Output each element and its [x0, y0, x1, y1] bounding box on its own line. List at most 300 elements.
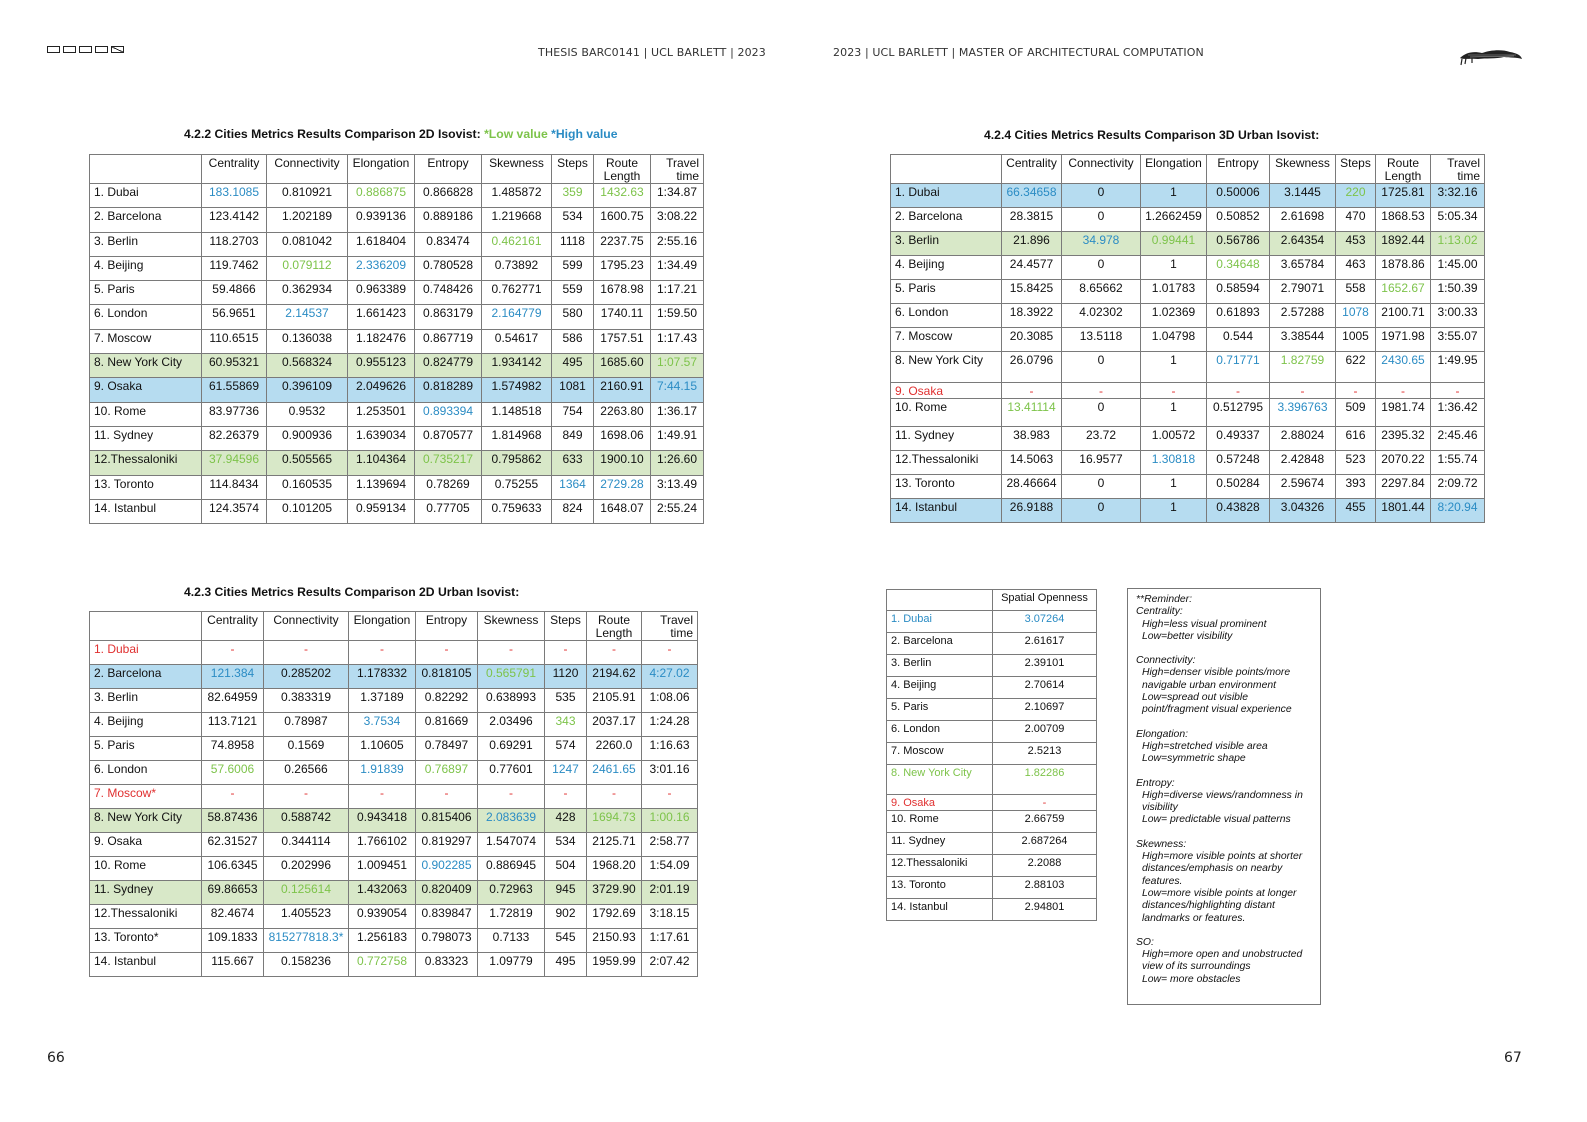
- column-header: Connectivity: [267, 155, 348, 184]
- metric-value-cell: 61.55869: [202, 378, 267, 402]
- metric-value-cell: 754: [552, 402, 594, 426]
- city-name-cell: 2. Barcelona: [887, 633, 993, 655]
- metric-value-cell: 1: [1141, 256, 1207, 280]
- table-header-row: [90, 155, 704, 184]
- metric-value-cell: 118.2703: [202, 232, 267, 256]
- metric-value-cell: 2:01.19: [642, 881, 698, 905]
- metric-value-cell: 2.59674: [1270, 475, 1336, 499]
- table-row: [90, 475, 704, 499]
- metric-value-cell: 359: [552, 184, 594, 208]
- metric-value-cell: 0.81669: [416, 713, 478, 737]
- city-name-cell: 5. Paris: [90, 737, 202, 761]
- city-name-cell: 12.Thessaloniki: [90, 905, 202, 929]
- metric-value-cell: 2.049626: [348, 378, 415, 402]
- metric-value-cell: -: [202, 641, 264, 665]
- metric-value-cell: 1678.98: [594, 281, 651, 305]
- metric-value-cell: 0.76897: [416, 761, 478, 785]
- city-name-cell: 11. Sydney: [90, 881, 202, 905]
- metric-value-cell: 849: [552, 426, 594, 450]
- city-name-cell: 6. London: [90, 761, 202, 785]
- metric-value-cell: 1:49.91: [651, 426, 704, 450]
- metric-value-cell: -: [264, 785, 349, 809]
- metric-value-cell: 4:27.02: [642, 665, 698, 689]
- metric-value-cell: 1.253501: [348, 402, 415, 426]
- metric-value-cell: 1: [1141, 352, 1207, 383]
- metric-value-cell: 0.886875: [348, 184, 415, 208]
- metric-value-cell: 1078: [1336, 304, 1376, 328]
- metric-value-cell: 0.795862: [482, 451, 552, 475]
- metric-value-cell: 1.766102: [349, 833, 416, 857]
- metric-value-cell: 1694.73: [587, 809, 642, 833]
- metric-value-cell: 586: [552, 329, 594, 353]
- table-row: [891, 475, 1485, 499]
- square-icon: [47, 46, 60, 53]
- table-header-row: [891, 155, 1485, 184]
- metric-value-cell: 2.61698: [1270, 208, 1336, 232]
- metric-value-cell: 0: [1062, 184, 1141, 208]
- metric-value-cell: 2729.28: [594, 475, 651, 499]
- metric-value-cell: 0.818289: [415, 378, 482, 402]
- metric-value-cell: 3.65784: [1270, 256, 1336, 280]
- city-name-cell: 4. Beijing: [891, 256, 1002, 280]
- metric-value-cell: 1: [1141, 475, 1207, 499]
- metric-value-cell: 2037.17: [587, 713, 642, 737]
- table-2d-urban-isovist: [89, 611, 698, 977]
- title-text: 4.2.2 Cities Metrics Results Comparison 2D Isovist:: [184, 127, 481, 141]
- metric-value-cell: 1:59.50: [651, 305, 704, 329]
- metric-value-cell: 1.00572: [1141, 427, 1207, 451]
- metric-value-cell: 2150.93: [587, 929, 642, 953]
- metric-value-cell: 2125.71: [587, 833, 642, 857]
- metric-value-cell: 0.900936: [267, 426, 348, 450]
- reminder-heading: Entropy:: [1136, 777, 1175, 789]
- metric-value-cell: 0: [1062, 475, 1141, 499]
- metric-value-cell: 1685.60: [594, 354, 651, 378]
- column-header: Elongation: [1141, 155, 1207, 184]
- table-2d-isovist: [89, 154, 704, 524]
- metric-value-cell: 1725.81: [1376, 184, 1431, 208]
- metric-value-cell: 0.568324: [267, 354, 348, 378]
- reminder-line: High=less visual prominent: [1142, 618, 1267, 630]
- metric-value-cell: 428: [545, 809, 587, 833]
- reminder-block: [1136, 839, 1314, 925]
- metric-value-cell: 0.955123: [348, 354, 415, 378]
- metric-value-cell: 0.82292: [416, 689, 478, 713]
- city-name-cell: 11. Sydney: [891, 427, 1002, 451]
- metric-value-cell: 0.824779: [415, 354, 482, 378]
- table-row: [887, 899, 1097, 921]
- city-name-cell: 8. New York City: [90, 809, 202, 833]
- column-header: Steps: [552, 155, 594, 184]
- table-row: [887, 721, 1097, 743]
- metric-value-cell: 0.83474: [415, 232, 482, 256]
- metric-value-cell: 1:08.06: [642, 689, 698, 713]
- reminder-line: Low=symmetric shape: [1142, 753, 1246, 765]
- metric-value-cell: 0.54617: [482, 329, 552, 353]
- metric-value-cell: 0.963389: [348, 281, 415, 305]
- metric-value-cell: 2:58.77: [642, 833, 698, 857]
- column-header: Elongation: [348, 155, 415, 184]
- column-header: [90, 155, 202, 184]
- reminder-block: [1136, 729, 1314, 766]
- metric-value-cell: 3.1445: [1270, 184, 1336, 208]
- metric-value-cell: 1.618404: [348, 232, 415, 256]
- metric-value-cell: 2.687264: [993, 833, 1097, 855]
- metric-value-cell: 0.125614: [264, 881, 349, 905]
- metric-value-cell: 3.396763: [1270, 399, 1336, 427]
- header-left-text: THESIS BARC0141 | UCL BARLETT | 2023: [538, 46, 766, 59]
- metric-value-cell: 0.818105: [416, 665, 478, 689]
- metric-value-cell: -: [1141, 383, 1207, 399]
- metric-value-cell: 0.638993: [478, 689, 545, 713]
- city-name-cell: 13. Toronto*: [90, 929, 202, 953]
- metric-value-cell: -: [349, 785, 416, 809]
- metric-value-cell: 1698.06: [594, 426, 651, 450]
- metric-value-cell: 8.65662: [1062, 280, 1141, 304]
- metric-value-cell: 0.772758: [349, 953, 416, 977]
- metric-value-cell: 495: [545, 953, 587, 977]
- metric-value-cell: -: [642, 785, 698, 809]
- metric-value-cell: 1:17.61: [642, 929, 698, 953]
- city-name-cell: 5. Paris: [90, 281, 202, 305]
- metric-value-cell: 1981.74: [1376, 399, 1431, 427]
- metric-value-cell: 1892.44: [1376, 232, 1431, 256]
- city-name-cell: 6. London: [90, 305, 202, 329]
- reminder-heading: Connectivity:: [1136, 655, 1196, 667]
- metric-value-cell: 1.219668: [482, 208, 552, 232]
- reminder-line: Low= predictable visual patterns: [1142, 814, 1291, 826]
- column-header: Centrality: [202, 155, 267, 184]
- metric-value-cell: 0.58594: [1207, 280, 1270, 304]
- metric-value-cell: 2.79071: [1270, 280, 1336, 304]
- column-header: Route Length: [594, 155, 651, 184]
- metric-value-cell: 3.07264: [993, 611, 1097, 633]
- metric-value-cell: 1.72819: [478, 905, 545, 929]
- table-row: [891, 399, 1485, 427]
- metric-value-cell: 0.462161: [482, 232, 552, 256]
- metric-value-cell: 1.547074: [478, 833, 545, 857]
- metric-value-cell: 0.43828: [1207, 499, 1270, 523]
- square-icon: [79, 46, 92, 53]
- high-value-legend: *High value: [551, 127, 618, 141]
- city-name-cell: 7. Moscow: [887, 743, 993, 765]
- metric-value-cell: 1.574982: [482, 378, 552, 402]
- reminder-line: High=more visible points at shorter distances/emphasis on nearby features.: [1142, 851, 1303, 887]
- table-row: [90, 426, 704, 450]
- metric-value-cell: 0.78497: [416, 737, 478, 761]
- metric-value-cell: 13.41114: [1002, 399, 1062, 427]
- metric-value-cell: 1900.10: [594, 451, 651, 475]
- city-name-cell: 4. Beijing: [90, 713, 202, 737]
- metric-value-cell: 1.182476: [348, 329, 415, 353]
- metric-value-cell: 1:17.43: [651, 329, 704, 353]
- metric-value-cell: 3.38544: [1270, 328, 1336, 352]
- metric-value-cell: 1.02369: [1141, 304, 1207, 328]
- metric-value-cell: 0: [1062, 399, 1141, 427]
- square-icon: [95, 46, 108, 53]
- metric-value-cell: 26.9188: [1002, 499, 1062, 523]
- metric-value-cell: 3:32.16: [1431, 184, 1485, 208]
- metric-value-cell: 0.819297: [416, 833, 478, 857]
- metric-value-cell: 0.50284: [1207, 475, 1270, 499]
- reminder-line: High=denser visible points/more navigable urban environment: [1142, 667, 1291, 691]
- table-row: [887, 795, 1097, 811]
- reminder-block: [1136, 778, 1314, 827]
- metric-value-cell: 1.934142: [482, 354, 552, 378]
- metric-value-cell: 1: [1141, 399, 1207, 427]
- metric-value-cell: 2.57288: [1270, 304, 1336, 328]
- metric-value-cell: 2.5213: [993, 743, 1097, 765]
- metric-value-cell: 0.839847: [416, 905, 478, 929]
- metric-value-cell: 0.780528: [415, 256, 482, 280]
- table-row: [887, 677, 1097, 699]
- metric-value-cell: 0.943418: [349, 809, 416, 833]
- metric-value-cell: 1.432063: [349, 881, 416, 905]
- metric-value-cell: 1.10605: [349, 737, 416, 761]
- metric-value-cell: 1.009451: [349, 857, 416, 881]
- metric-value-cell: 1:07.57: [651, 354, 704, 378]
- metric-value-cell: 1.04798: [1141, 328, 1207, 352]
- table-row: [90, 451, 704, 475]
- metric-value-cell: 2.083639: [478, 809, 545, 833]
- metric-value-cell: 824: [552, 499, 594, 523]
- metric-value-cell: 633: [552, 451, 594, 475]
- metric-value-cell: 1600.75: [594, 208, 651, 232]
- city-name-cell: 8. New York City: [891, 352, 1002, 383]
- metric-value-cell: 0.101205: [267, 499, 348, 523]
- metric-value-cell: 0.78987: [264, 713, 349, 737]
- metric-value-cell: 1.82759: [1270, 352, 1336, 383]
- metric-value-cell: 0.870577: [415, 426, 482, 450]
- city-name-cell: 10. Rome: [887, 811, 993, 833]
- metric-value-cell: 0.9532: [267, 402, 348, 426]
- city-name-cell: 10. Rome: [891, 399, 1002, 427]
- table-row: [90, 689, 698, 713]
- square-check-icon: [111, 46, 124, 53]
- metric-value-cell: 559: [552, 281, 594, 305]
- metric-value-cell: 2100.71: [1376, 304, 1431, 328]
- metric-value-cell: -: [349, 641, 416, 665]
- metric-value-cell: 0: [1062, 208, 1141, 232]
- metric-value-cell: 7:44.15: [651, 378, 704, 402]
- table-row: [90, 354, 704, 378]
- metric-value-cell: 3:18.15: [642, 905, 698, 929]
- metric-value-cell: 83.97736: [202, 402, 267, 426]
- column-header: Travel time: [1431, 155, 1485, 184]
- table-row: [887, 877, 1097, 899]
- city-name-cell: 13. Toronto: [891, 475, 1002, 499]
- metric-value-cell: 1118: [552, 232, 594, 256]
- metric-value-cell: -: [1002, 383, 1062, 399]
- metric-value-cell: 1792.69: [587, 905, 642, 929]
- metric-value-cell: 1.104364: [348, 451, 415, 475]
- metric-value-cell: 1.148518: [482, 402, 552, 426]
- metric-value-cell: 1:13.02: [1431, 232, 1485, 256]
- metric-value-cell: 1801.44: [1376, 499, 1431, 523]
- metric-value-cell: 14.5063: [1002, 451, 1062, 475]
- metric-value-cell: 16.9577: [1062, 451, 1141, 475]
- metric-value-cell: 0.202996: [264, 857, 349, 881]
- metric-value-cell: 2:55.16: [651, 232, 704, 256]
- column-header: [887, 590, 993, 611]
- column-header: Entropy: [416, 612, 478, 641]
- table-row: [90, 305, 704, 329]
- metric-value-cell: 622: [1336, 352, 1376, 383]
- metric-value-cell: 580: [552, 305, 594, 329]
- metric-value-cell: 110.6515: [202, 329, 267, 353]
- metric-value-cell: 0.902285: [416, 857, 478, 881]
- table-row: [887, 699, 1097, 721]
- metric-value-cell: -: [545, 785, 587, 809]
- table-header-row: [887, 590, 1097, 611]
- table-3d-urban-isovist: [890, 154, 1485, 523]
- metric-value-cell: 495: [552, 354, 594, 378]
- metric-value-cell: 0.49337: [1207, 427, 1270, 451]
- column-header: Skewness: [478, 612, 545, 641]
- table-row: [90, 881, 698, 905]
- metric-value-cell: 0.820409: [416, 881, 478, 905]
- metric-value-cell: 69.86653: [202, 881, 264, 905]
- metric-value-cell: 535: [545, 689, 587, 713]
- metric-value-cell: 28.46664: [1002, 475, 1062, 499]
- column-header: Skewness: [1270, 155, 1336, 184]
- city-name-cell: 10. Rome: [90, 857, 202, 881]
- metric-value-cell: 2263.80: [594, 402, 651, 426]
- metric-value-cell: 1971.98: [1376, 328, 1431, 352]
- metric-value-cell: 1.814968: [482, 426, 552, 450]
- metric-value-cell: 0.959134: [348, 499, 415, 523]
- metric-value-cell: 945: [545, 881, 587, 905]
- metric-value-cell: 0.77705: [415, 499, 482, 523]
- table-row: [887, 833, 1097, 855]
- metric-value-cell: 0.26566: [264, 761, 349, 785]
- metric-value-cell: 0.77601: [478, 761, 545, 785]
- column-header: Connectivity: [264, 612, 349, 641]
- metric-value-cell: -: [202, 785, 264, 809]
- table-spatial-openness: [886, 589, 1097, 921]
- metric-value-cell: -: [1270, 383, 1336, 399]
- table-row: [891, 232, 1485, 256]
- metric-value-cell: 455: [1336, 499, 1376, 523]
- metric-value-cell: 2.70614: [993, 677, 1097, 699]
- city-name-cell: 2. Barcelona: [90, 665, 202, 689]
- metric-value-cell: 0.939054: [349, 905, 416, 929]
- city-name-cell: 6. London: [891, 304, 1002, 328]
- metric-value-cell: 0.78269: [415, 475, 482, 499]
- table-row: [90, 232, 704, 256]
- metric-value-cell: 0.285202: [264, 665, 349, 689]
- metric-value-cell: -: [416, 785, 478, 809]
- metric-value-cell: 2.66759: [993, 811, 1097, 833]
- city-name-cell: 8. New York City: [887, 765, 993, 795]
- metric-value-cell: 616: [1336, 427, 1376, 451]
- metric-value-cell: 2:09.72: [1431, 475, 1485, 499]
- metric-value-cell: 56.9651: [202, 305, 267, 329]
- page-number-left: 66: [47, 1050, 65, 1066]
- metric-value-cell: 1968.20: [587, 857, 642, 881]
- metric-value-cell: 0: [1062, 256, 1141, 280]
- metric-value-cell: 3.7534: [349, 713, 416, 737]
- metric-value-cell: 0.69291: [478, 737, 545, 761]
- metric-value-cell: 2.2088: [993, 855, 1097, 877]
- metric-value-cell: 2.88103: [993, 877, 1097, 899]
- metric-value-cell: 58.87436: [202, 809, 264, 833]
- metric-value-cell: 2:45.46: [1431, 427, 1485, 451]
- city-name-cell: 7. Moscow: [891, 328, 1002, 352]
- metric-value-cell: 1:49.95: [1431, 352, 1485, 383]
- metric-value-cell: 74.8958: [202, 737, 264, 761]
- city-name-cell: 10. Rome: [90, 402, 202, 426]
- metric-value-cell: -: [545, 641, 587, 665]
- metric-value-cell: -: [587, 641, 642, 665]
- metric-value-cell: 1.139694: [348, 475, 415, 499]
- table-row: [887, 811, 1097, 833]
- metric-value-cell: 0.160535: [267, 475, 348, 499]
- table-row: [90, 929, 698, 953]
- metric-value-cell: 2.61617: [993, 633, 1097, 655]
- metric-value-cell: 21.896: [1002, 232, 1062, 256]
- metric-value-cell: 2237.75: [594, 232, 651, 256]
- metric-value-cell: 558: [1336, 280, 1376, 304]
- metric-value-cell: 0.1569: [264, 737, 349, 761]
- table-row: [90, 641, 698, 665]
- metric-value-cell: 2395.32: [1376, 427, 1431, 451]
- metric-value-cell: 121.384: [202, 665, 264, 689]
- metric-value-cell: -: [478, 641, 545, 665]
- metric-value-cell: 4.02302: [1062, 304, 1141, 328]
- table-row: [90, 905, 698, 929]
- metric-value-cell: 1:36.17: [651, 402, 704, 426]
- metric-value-cell: 2.39101: [993, 655, 1097, 677]
- metric-value-cell: 82.26379: [202, 426, 267, 450]
- metric-value-cell: 0.798073: [416, 929, 478, 953]
- reminder-heading: Skewness:: [1136, 838, 1187, 850]
- metric-value-cell: 20.3085: [1002, 328, 1062, 352]
- metric-value-cell: 463: [1336, 256, 1376, 280]
- table-row: [887, 743, 1097, 765]
- metric-value-cell: 2.336209: [348, 256, 415, 280]
- reminder-block: [1136, 606, 1314, 643]
- reminder-block: [1136, 655, 1314, 716]
- city-name-cell: 1. Dubai: [90, 641, 202, 665]
- reminder-line: High=more open and unobstructed view of its surroundings: [1142, 949, 1303, 973]
- metric-value-cell: 82.64959: [202, 689, 264, 713]
- metric-value-cell: 0.867719: [415, 329, 482, 353]
- table-row: [90, 857, 698, 881]
- city-name-cell: 4. Beijing: [887, 677, 993, 699]
- metric-value-cell: 3729.90: [587, 881, 642, 905]
- metric-value-cell: 0.810921: [267, 184, 348, 208]
- city-name-cell: 11. Sydney: [887, 833, 993, 855]
- header-right-text: 2023 | UCL BARLETT | MASTER OF ARCHITECTURAL COMPUTATION: [833, 46, 1204, 59]
- metric-value-cell: 24.4577: [1002, 256, 1062, 280]
- metric-value-cell: 60.95321: [202, 354, 267, 378]
- table-row: [90, 402, 704, 426]
- metric-value-cell: 1.405523: [264, 905, 349, 929]
- reminder-box: [1127, 588, 1321, 1005]
- metric-value-cell: 1: [1141, 499, 1207, 523]
- reminder-line: High=stretched visible area: [1142, 740, 1268, 752]
- metric-value-cell: 82.4674: [202, 905, 264, 929]
- city-name-cell: 9. Osaka: [887, 795, 993, 811]
- metric-value-cell: 2.94801: [993, 899, 1097, 921]
- metric-value-cell: 534: [545, 833, 587, 857]
- reminder-heading: Centrality:: [1136, 606, 1183, 618]
- table-row: [891, 383, 1485, 399]
- metric-value-cell: 0.893394: [415, 402, 482, 426]
- city-name-cell: 1. Dubai: [90, 184, 202, 208]
- metric-value-cell: 1.485872: [482, 184, 552, 208]
